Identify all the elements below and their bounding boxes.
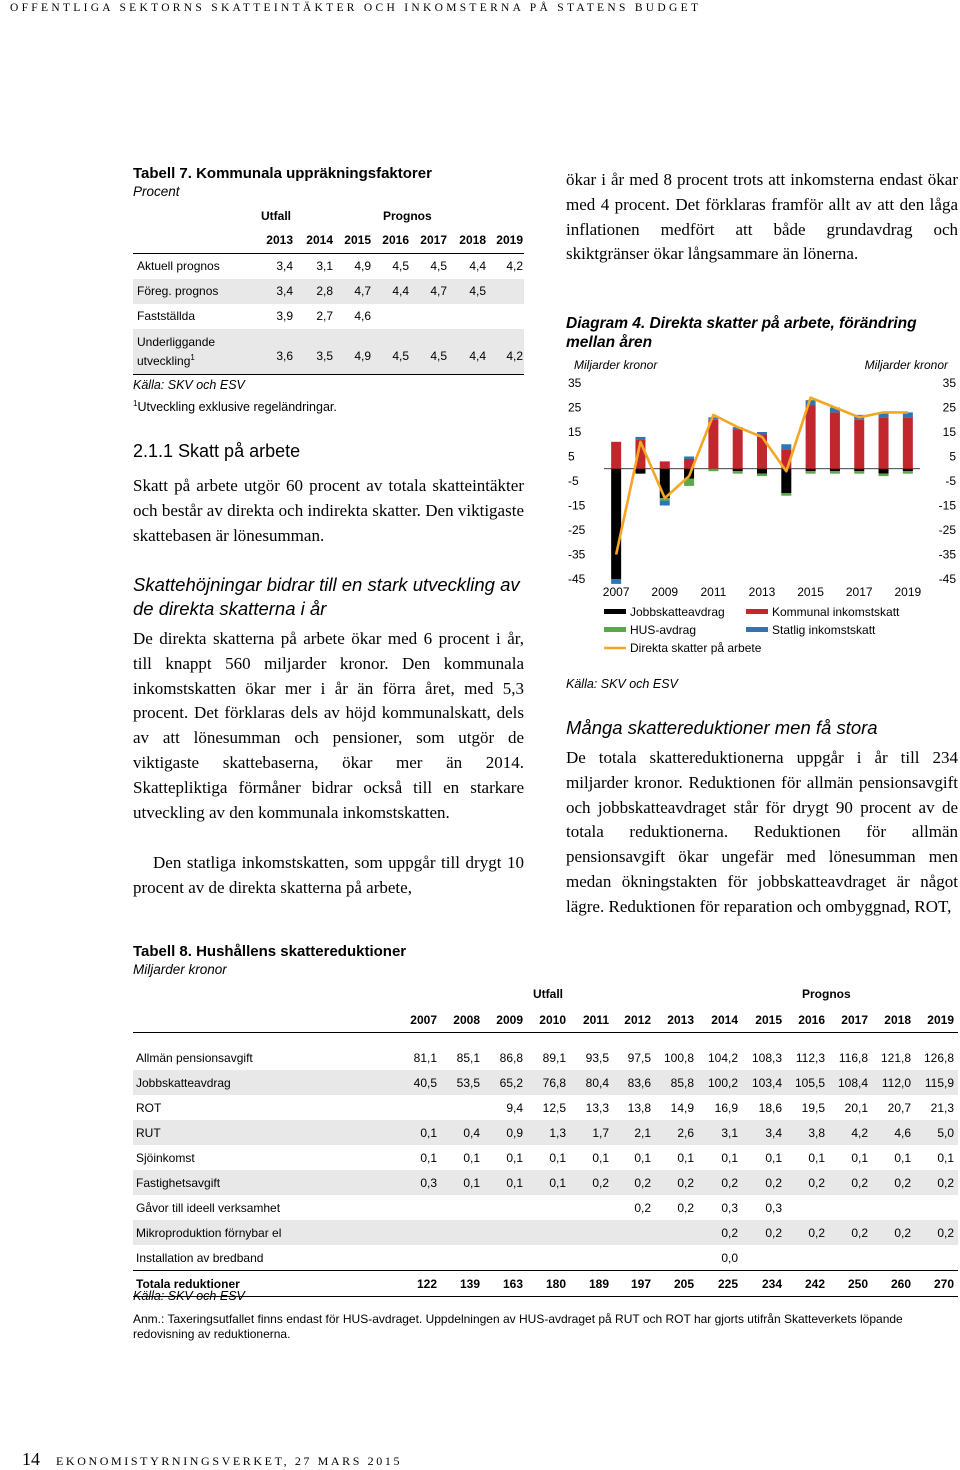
legend-label: HUS-avdrag <box>630 623 697 637</box>
diagram4-title-line2: mellan åren <box>566 334 653 351</box>
bar-jobbskatteavdrag <box>635 469 645 474</box>
bar-hus-avdrag <box>830 471 840 473</box>
table8-cell: 0,1 <box>721 1151 738 1165</box>
table7-row <box>133 254 524 279</box>
table8-row-label: Mikroproduktion förnybar el <box>136 1226 282 1240</box>
table8-cell: 20,7 <box>887 1101 911 1115</box>
bar-kommunal-inkomstskatt <box>733 430 743 469</box>
table7-row-label <box>137 259 220 273</box>
table7-year: 2014 <box>306 233 333 247</box>
table8-cell: 100,8 <box>663 1051 694 1065</box>
running-head: OFFENTLIGA SEKTORNS SKATTEINTÄKTER OCH INKOMSTERNA PÅ STATENS BUDGET <box>10 2 702 14</box>
y-tick-right: 25 <box>942 400 956 415</box>
table8-cell: 16,9 <box>714 1101 738 1115</box>
table8-cell: 0,1 <box>549 1176 566 1190</box>
table8-row <box>133 1245 958 1270</box>
table8-year: 2015 <box>755 1013 782 1027</box>
table8-row <box>133 1095 958 1120</box>
table8-cell: 21,3 <box>930 1101 954 1115</box>
table7-cell: 4,2 <box>506 349 523 363</box>
table8-row-label: Fastighetsavgift <box>136 1176 221 1190</box>
table8-cell: 2,1 <box>634 1126 651 1140</box>
table8-cell: 112,0 <box>881 1076 911 1090</box>
table8-cell: 0,1 <box>634 1151 651 1165</box>
subheading-tax-reductions: Många skattereduktioner men få stora <box>566 717 878 738</box>
y-tick-right: 35 <box>942 376 956 390</box>
table7-cell: 3,4 <box>276 259 293 273</box>
table8-row <box>133 1145 958 1170</box>
table7-unit: Procent <box>133 184 180 199</box>
table8-year-header <box>133 1007 958 1033</box>
table7-title: Tabell 7. Kommunala uppräkningsfaktorer <box>133 165 432 182</box>
bar-jobbskatteavdrag <box>611 469 621 579</box>
table7-year: 2018 <box>459 233 486 247</box>
page-footer <box>22 1449 402 1470</box>
paragraph-direct-taxes: De direkta skatterna på arbete ökar med 6 procent i år, till knappt 560 miljarder kronor. Den kommunala inkomstskatten ökar mer i år än förra året, med 5,3 procent. Det förklaras dels av höjd kommunalskatt, dels av att lönesumman och pensioner, som utgör de viktigaste skattebaserna, ökar mer än 2014. Skattepliktiga förmåner bidrar också till en starkare utveckling av den kommunala inkomstskatten. <box>133 629 524 822</box>
bar-statlig-inkomstskatt <box>660 501 670 506</box>
table8-cell: 80,4 <box>585 1076 609 1090</box>
table7-row <box>133 329 524 375</box>
row-label-text: Fastställda <box>137 309 196 323</box>
table8-cell: 1,7 <box>592 1126 609 1140</box>
table8-cell: 108,3 <box>751 1051 782 1065</box>
table8-cell: 0,1 <box>420 1151 437 1165</box>
bar-hus-avdrag <box>879 474 889 476</box>
table8-cell: 0,2 <box>808 1176 825 1190</box>
table7-row <box>133 304 524 329</box>
table8-cell: 1,3 <box>549 1126 566 1140</box>
diagram4-source: Källa: SKV och ESV <box>566 677 678 691</box>
table7-row <box>133 279 524 304</box>
legend-label: Statlig inkomstskatt <box>772 623 876 637</box>
table8-cell: 122 <box>416 1277 437 1291</box>
table7-outcome-label: Utfall <box>261 209 291 223</box>
bar-statlig-inkomstskatt <box>611 579 621 584</box>
table7-footnote <box>133 399 337 414</box>
table8-year: 2009 <box>496 1013 523 1027</box>
table7-row-label <box>137 309 195 323</box>
table7-year-header <box>133 229 524 254</box>
bar-kommunal-inkomstskatt <box>854 420 864 469</box>
y-axis-right-label: Miljarder kronor <box>864 358 948 372</box>
table8-cell: 0,1 <box>506 1151 523 1165</box>
table8-cell: 108,4 <box>837 1076 868 1090</box>
table8-cell: 20,1 <box>844 1101 868 1115</box>
bar-jobbskatteavdrag <box>879 469 889 474</box>
table7-cell: 4,7 <box>354 284 371 298</box>
table7-year: 2017 <box>420 233 447 247</box>
section-heading: 2.1.1 Skatt på arbete <box>133 441 301 461</box>
table8-cell: 0,2 <box>851 1226 868 1240</box>
table8-cell: 86,8 <box>499 1051 523 1065</box>
x-tick: 2007 <box>602 585 630 599</box>
diagram4-title <box>566 314 917 352</box>
bar-hus-avdrag <box>806 471 816 473</box>
table8-cell: 0,2 <box>894 1176 911 1190</box>
table8-title: Tabell 8. Hushållens skattereduktioner <box>133 943 407 960</box>
table8-cell: 3,4 <box>765 1126 782 1140</box>
bar-statlig-inkomstskatt <box>781 444 791 449</box>
table8-row <box>133 1270 958 1297</box>
table7-cell: 4,4 <box>469 349 486 363</box>
legend-swatch <box>604 627 626 632</box>
table7-year: 2015 <box>344 233 371 247</box>
table7-cell: 3,9 <box>276 309 293 323</box>
y-tick-right: -45 <box>938 572 956 586</box>
table8-cell: 0,1 <box>765 1151 782 1165</box>
table8-cell: 0,1 <box>851 1151 868 1165</box>
table8-year: 2014 <box>711 1013 738 1027</box>
table8-year: 2010 <box>539 1013 566 1027</box>
table7-cell: 2,7 <box>316 309 333 323</box>
table8-cell: 0,1 <box>937 1151 954 1165</box>
y-tick-left: 35 <box>568 376 582 390</box>
table8-cell: 116,8 <box>838 1051 868 1065</box>
table8-cell: 0,2 <box>677 1201 694 1215</box>
row-label-text: Aktuell prognos <box>137 259 220 273</box>
table8-cell: 242 <box>804 1277 825 1291</box>
bar-kommunal-inkomstskatt <box>660 461 670 468</box>
table8-cell: 0,1 <box>420 1126 437 1140</box>
legend-swatch <box>746 609 768 614</box>
table7-year: 2019 <box>496 233 523 247</box>
table8-row-label: RUT <box>136 1126 161 1140</box>
table8-year: 2016 <box>798 1013 825 1027</box>
table8-row-label: Sjöinkomst <box>136 1151 195 1165</box>
table8-cell: 197 <box>630 1277 651 1291</box>
y-tick-left: -15 <box>568 498 586 513</box>
table7-cell: 4,5 <box>469 284 486 298</box>
y-axis-left-label: Miljarder kronor <box>574 358 658 372</box>
table8-cell: 0,2 <box>851 1176 868 1190</box>
table8-row <box>133 1220 958 1245</box>
table8-cell: 13,8 <box>627 1101 651 1115</box>
paragraph-tax-reductions: De totala skattereduktionerna uppgår i år till 234 miljarder kronor. Reduktionen för allmän pensionsavgift och jobbskatteavdraget står för drygt 90 procent av de totala reduktionerna. Reduktionen för allmän pensionsavgift ökar ungefär med lönesumman men medan ökningstakten för jobbskatteavdraget är något lägre. Reduktionen för reparation och ombyggnad, ROT, <box>566 748 958 916</box>
bar-kommunal-inkomstskatt <box>806 405 816 469</box>
row-label-text: Underliggande utveckling <box>137 335 216 368</box>
table7-group-header <box>133 205 524 229</box>
table8-year: 2007 <box>410 1013 437 1027</box>
table8-cell: 0,2 <box>937 1176 954 1190</box>
bar-hus-avdrag <box>903 471 913 473</box>
y-tick-right: 15 <box>942 425 956 439</box>
table8-cell: 4,6 <box>894 1126 911 1140</box>
table8-cell: 93,5 <box>585 1051 609 1065</box>
legend-label: Kommunal inkomstskatt <box>772 605 900 619</box>
table7-cell: 4,5 <box>392 349 409 363</box>
bar-jobbskatteavdrag <box>854 469 864 471</box>
table7-cell: 4,7 <box>430 284 447 298</box>
diagram4-chart <box>560 354 960 674</box>
table8-cell: 3,8 <box>808 1126 825 1140</box>
table8-cell: 0,2 <box>765 1226 782 1240</box>
bar-kommunal-inkomstskatt <box>879 417 889 468</box>
table8-cell: 100,2 <box>707 1076 738 1090</box>
bar-jobbskatteavdrag <box>903 469 913 471</box>
table8-row <box>133 1120 958 1145</box>
table8-cell: 83,6 <box>627 1076 651 1090</box>
table8-row-label: Totala reduktioner <box>136 1277 240 1291</box>
table8-cell: 65,2 <box>499 1076 523 1090</box>
bar-jobbskatteavdrag <box>806 469 816 471</box>
table8-cell: 270 <box>933 1277 954 1291</box>
legend-label: Direkta skatter på arbete <box>630 641 762 655</box>
table8-cell: 19,5 <box>801 1101 825 1115</box>
table7-year: 2013 <box>266 233 293 247</box>
table8-year: 2011 <box>582 1013 609 1027</box>
table8-cell: 0,3 <box>721 1201 738 1215</box>
paragraph-intro: Skatt på arbete utgör 60 procent av totala skatteintäkter och består av direkta och indirekta skatter. Den viktigaste skattebasen är lönesumman. <box>133 476 524 545</box>
table8-cell: 14,9 <box>670 1101 694 1115</box>
table8-cell: 0,9 <box>506 1126 523 1140</box>
table8-cell: 0,2 <box>592 1176 609 1190</box>
y-tick-left: -35 <box>568 547 586 562</box>
table7-cell: 4,6 <box>354 309 371 323</box>
table8-cell: 0,1 <box>549 1151 566 1165</box>
table8-cell: 12,5 <box>542 1101 566 1115</box>
table8-cell: 163 <box>502 1277 523 1291</box>
paragraph-continued: ökar i år med 8 procent trots att inkomsterna endast ökar med 4 procent. Det förklaras framför allt av att den låga inflationen medfört att både grundavdrag och skiktgränser ökar långsammare än lönerna. <box>566 170 958 264</box>
bar-jobbskatteavdrag <box>830 469 840 471</box>
table8-row-label: ROT <box>136 1101 162 1115</box>
table7-cell: 4,2 <box>506 259 523 273</box>
bar-kommunal-inkomstskatt <box>611 442 621 469</box>
y-tick-right: 5 <box>949 449 956 464</box>
table8-cell: 103,4 <box>751 1076 782 1090</box>
table8-cell: 189 <box>588 1277 609 1291</box>
y-tick-right: -25 <box>938 523 956 537</box>
table7-cell: 3,4 <box>276 284 293 298</box>
table8-source: Källa: SKV och ESV <box>133 1289 245 1303</box>
table8-cell: 0,1 <box>808 1151 825 1165</box>
legend-swatch <box>746 627 768 632</box>
bar-jobbskatteavdrag <box>733 469 743 471</box>
bar-hus-avdrag <box>708 469 718 471</box>
table8-body <box>133 1045 958 1297</box>
table8-cell: 40,5 <box>413 1076 437 1090</box>
table7-cell: 3,1 <box>316 259 333 273</box>
table7-year: 2016 <box>382 233 409 247</box>
table8-cell: 0,2 <box>808 1226 825 1240</box>
legend-label: Jobbskatteavdrag <box>630 605 725 619</box>
table7-cell: 4,9 <box>354 259 371 273</box>
footer-text: EKONOMISTYRNINGSVERKET, 27 MARS 2015 <box>56 1454 403 1468</box>
table7-row-label <box>137 284 218 298</box>
table8-cell: 104,2 <box>707 1051 738 1065</box>
table7-cell: 4,4 <box>469 259 486 273</box>
table8-cell: 0,1 <box>592 1151 609 1165</box>
table8-cell: 105,5 <box>794 1076 825 1090</box>
table8-cell: 115,9 <box>924 1076 954 1090</box>
footnote-marker: 1 <box>133 399 138 408</box>
table8-cell: 76,8 <box>542 1076 566 1090</box>
table8-row <box>133 1195 958 1220</box>
table8-cell: 260 <box>890 1277 911 1291</box>
table7-cell: 4,5 <box>430 349 447 363</box>
table7 <box>133 205 524 375</box>
table7-cell: 3,5 <box>316 349 333 363</box>
bar-statlig-inkomstskatt <box>757 432 767 434</box>
table8-cell: 53,5 <box>456 1076 480 1090</box>
bar-hus-avdrag <box>854 471 864 473</box>
table8 <box>133 982 958 1297</box>
bar-kommunal-inkomstskatt <box>830 412 840 468</box>
table8-cell: 0,2 <box>634 1201 651 1215</box>
table8-row <box>133 1045 958 1070</box>
table8-cell: 139 <box>459 1277 480 1291</box>
table7-source: Källa: SKV och ESV <box>133 378 245 392</box>
table8-cell: 5,0 <box>937 1126 954 1140</box>
table8-year: 2018 <box>884 1013 911 1027</box>
table8-cell: 0,1 <box>506 1176 523 1190</box>
table8-cell: 85,8 <box>670 1076 694 1090</box>
x-tick: 2011 <box>700 585 727 599</box>
x-tick: 2013 <box>748 585 776 599</box>
y-tick-right: -15 <box>938 498 956 513</box>
page-number: 14 <box>22 1449 40 1469</box>
table8-forecast-label: Prognos <box>802 987 851 1001</box>
table8-cell: 0,4 <box>463 1126 480 1140</box>
table8-cell: 0,2 <box>937 1226 954 1240</box>
table8-cell: 225 <box>717 1277 738 1291</box>
table8-cell: 18,6 <box>758 1101 782 1115</box>
y-tick-left: 15 <box>568 425 582 439</box>
table8-cell: 112,3 <box>795 1051 825 1065</box>
table8-cell: 180 <box>545 1277 566 1291</box>
table8-year: 2017 <box>841 1013 868 1027</box>
table8-cell: 0,1 <box>463 1151 480 1165</box>
x-tick: 2019 <box>894 585 922 599</box>
x-tick: 2015 <box>797 585 824 599</box>
table7-cell: 3,6 <box>276 349 293 363</box>
table8-cell: 81,1 <box>413 1051 437 1065</box>
x-tick: 2017 <box>845 585 873 599</box>
table7-cell: 4,5 <box>430 259 447 273</box>
table8-cell: 4,2 <box>851 1126 868 1140</box>
table8-cell: 3,1 <box>721 1126 738 1140</box>
table8-cell: 0,2 <box>721 1176 738 1190</box>
table8-cell: 0,1 <box>463 1176 480 1190</box>
legend-swatch <box>604 609 626 614</box>
table8-row-label: Jobbskatteavdrag <box>136 1076 231 1090</box>
table8-cell: 234 <box>761 1277 782 1291</box>
table8-cell: 0,1 <box>677 1151 694 1165</box>
table8-row-label: Installation av bredband <box>136 1251 264 1265</box>
table8-cell: 0,1 <box>894 1151 911 1165</box>
y-tick-left: -25 <box>568 523 586 537</box>
table8-cell: 126,8 <box>923 1051 954 1065</box>
bar-hus-avdrag <box>781 493 791 495</box>
table8-cell: 2,6 <box>677 1126 694 1140</box>
table8-row-label: Gåvor till ideell verksamhet <box>136 1201 281 1215</box>
y-tick-right: -35 <box>938 547 956 562</box>
paragraph-state-tax: Den statliga inkomstskatten, som uppgår till drygt 10 procent av de direkta skatterna på arbete, <box>133 853 524 897</box>
row-label-text: Föreg. prognos <box>137 284 219 298</box>
table7-cell: 4,9 <box>354 349 371 363</box>
x-tick: 2009 <box>651 585 679 599</box>
table8-group-header <box>133 982 958 1007</box>
bar-statlig-inkomstskatt <box>684 457 694 459</box>
y-tick-left: 25 <box>568 400 582 415</box>
y-tick-right: -5 <box>945 474 956 488</box>
table8-unit: Miljarder kronor <box>133 962 227 977</box>
table8-year: 2013 <box>667 1013 694 1027</box>
footnote-marker: 1 <box>190 353 195 362</box>
table8-outcome-label: Utfall <box>533 987 563 1001</box>
bar-hus-avdrag <box>733 471 743 473</box>
table8-row <box>133 1070 958 1095</box>
table8-cell: 0,2 <box>677 1176 694 1190</box>
bar-kommunal-inkomstskatt <box>903 417 913 468</box>
table8-cell: 205 <box>673 1277 694 1291</box>
table8-row <box>133 1170 958 1195</box>
table8-cell: 0,2 <box>765 1176 782 1190</box>
table8-year: 2019 <box>927 1013 954 1027</box>
table8-cell: 13,3 <box>585 1101 609 1115</box>
table8-note: Anm.: Taxeringsutfallet finns endast för HUS-avdraget. Uppdelningen av HUS-avdraget på RUT och ROT har gjorts utifrån Skatteverkets löpande redovisning av reduktionerna. <box>133 1312 903 1341</box>
table8-cell: 97,5 <box>627 1051 651 1065</box>
table7-row-label <box>137 335 247 369</box>
bar-hus-avdrag <box>757 474 767 476</box>
table7-cell: 4,5 <box>392 259 409 273</box>
table8-cell: 0,0 <box>721 1251 738 1265</box>
table8-cell: 0,3 <box>765 1201 782 1215</box>
table8-cell: 121,8 <box>880 1051 911 1065</box>
table7-cell: 2,8 <box>316 284 333 298</box>
table8-row-label: Allmän pensionsavgift <box>136 1051 253 1065</box>
table8-cell: 0,2 <box>894 1226 911 1240</box>
footnote-text: Utveckling exklusive regeländringar. <box>137 400 337 414</box>
y-tick-left: -5 <box>568 474 579 488</box>
subheading-tax-increases: Skattehöjningar bidrar till en stark utveckling av de direkta skatterna i år <box>133 574 520 619</box>
table7-body <box>133 254 524 375</box>
y-tick-left: -45 <box>568 572 586 586</box>
table8-cell: 0,3 <box>420 1176 437 1190</box>
table8-year: 2008 <box>453 1013 480 1027</box>
table8-cell: 0,2 <box>634 1176 651 1190</box>
y-tick-left: 5 <box>568 449 575 464</box>
table7-cell: 4,4 <box>392 284 409 298</box>
bar-jobbskatteavdrag <box>757 469 767 474</box>
table8-cell: 89,1 <box>542 1051 566 1065</box>
table7-forecast-label: Prognos <box>383 209 432 223</box>
table8-cell: 85,1 <box>456 1051 480 1065</box>
bar-statlig-inkomstskatt <box>635 437 645 439</box>
table8-cell: 9,4 <box>506 1101 523 1115</box>
diagram4-title-line1: Diagram 4. Direkta skatter på arbete, förändring <box>566 315 917 332</box>
table8-cell: 0,2 <box>721 1226 738 1240</box>
table8-cell: 250 <box>847 1277 868 1291</box>
table8-year: 2012 <box>624 1013 651 1027</box>
